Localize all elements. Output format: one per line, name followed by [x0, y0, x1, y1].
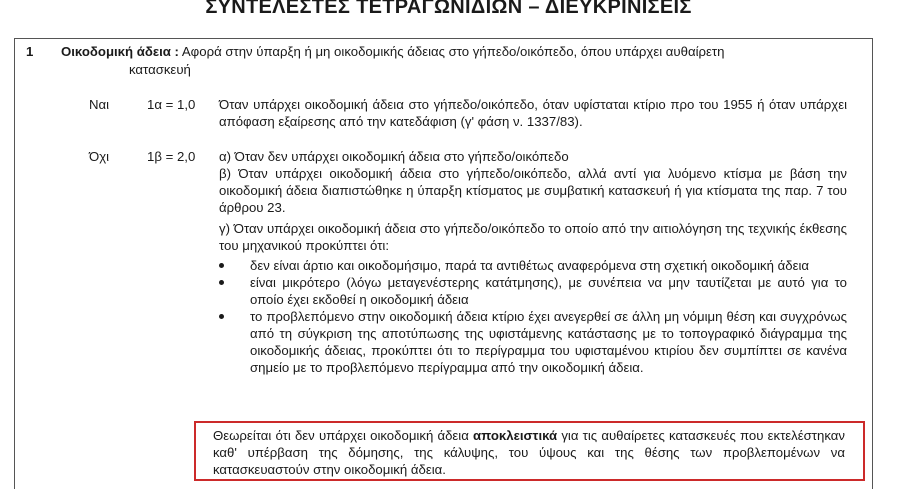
option-answer-yes: Ναι [89, 97, 110, 112]
section-number: 1 [26, 44, 34, 59]
note-emphasis: αποκλειστικά [473, 428, 558, 443]
note-text [213, 427, 845, 478]
option-no-b: β) Όταν υπάρχει οικοδομική άδεια στο γήπεδο/οικόπεδο, αλλά αντί για λυόμενο κτίσμα με βάση την οικοδομική άδεια διαπιστώθηκε η ύπαρξη κτίσματος με συμβατική κατασκευή ή για κτίσματα της παρ. 7 του άρθρου 23. [219, 166, 847, 215]
section-heading-line2: κατασκευή [129, 62, 191, 77]
section-heading-text: Αφορά στην ύπαρξη ή μη οικοδομικής άδειας στο γήπεδο/οικόπεδο, όπου υπάρχει αυθαίρετη [181, 44, 725, 59]
note-text-after: για τις αυθαίρετες κατασκευές που εκτελέστηκαν καθ' υπέρβαση της δόμησης, της κάλυψης, του ύψους και της θέσης των προβλεπομένων να κατασκευαστούν στην οικοδομική άδεια. [213, 428, 845, 477]
option-coef-no: 1β = 2,0 [147, 149, 196, 164]
criteria-list [213, 257, 847, 376]
option-text-yes: Όταν υπάρχει οικοδομική άδεια στο γήπεδο/οικόπεδο, όταν υφίσταται κτίριο προ του 1955 ή όταν υπάρχει απόφαση εξαίρεσης από την κατεδάφιση (γ' φάση ν. 1337/83). [219, 97, 847, 129]
section-heading-line1 [61, 43, 851, 60]
list-item: το προβλεπόμενο στην οικοδομική άδεια κτίριο έχει ανεγερθεί σε άλλη μη νόμιμη θέση και συγχρόνως από τη σύγκριση της αποτύπωσης της υφιστάμενης κατάστασης με το τοπογραφικό διάγραμμα της οικοδομικής άδειας, προκύπτει ότι το περίγραμμα του υφισταμένου κτιρίου δεν συμπίπτει σε κανένα σημείο με το προβλεπόμενο περίγραμμα από την οικοδομική άδεια. [213, 308, 847, 376]
note-text-before: Θεωρείται ότι δεν υπάρχει οικοδομική άδεια [213, 428, 474, 443]
table-right-border [872, 38, 873, 489]
page-title: ΣΥΝΤΕΛΕΣΤΕΣ ΤΕΤΡΑΓΩΝΙΔΙΩΝ – ΔΙΕΥΚΡΙΝΙΣΕΙΣ [205, 0, 692, 18]
option-answer-no: Όχι [89, 149, 110, 164]
option-no-c: γ) Όταν υπάρχει οικοδομική άδεια στο γήπεδο/οικόπεδο το οποίο από την αιτιολόγηση της τεχνικής έκθεσης του μηχανικού προκύπτει ότι: [219, 221, 847, 253]
option-no-a: α) Όταν δεν υπάρχει οικοδομική άδεια στο γήπεδο/οικόπεδο [219, 149, 569, 164]
table-left-border [14, 38, 15, 489]
option-coef-yes: 1α = 1,0 [147, 97, 196, 112]
list-item: είναι μικρότερο (λόγω μεταγενέστερης κατάτμησης), με συνέπεια να μην ταυτίζεται με αυτό για το οποίο έχει εκδοθεί η οικοδομική άδεια [213, 274, 847, 308]
table-top-border [14, 38, 872, 39]
list-item: δεν είναι άρτιο και οικοδομήσιμο, παρά τα αντιθέτως αναφερόμενα στη σχετική οικοδομική άδεια [213, 257, 847, 274]
section-heading: Οικοδομική άδεια : [61, 44, 179, 59]
